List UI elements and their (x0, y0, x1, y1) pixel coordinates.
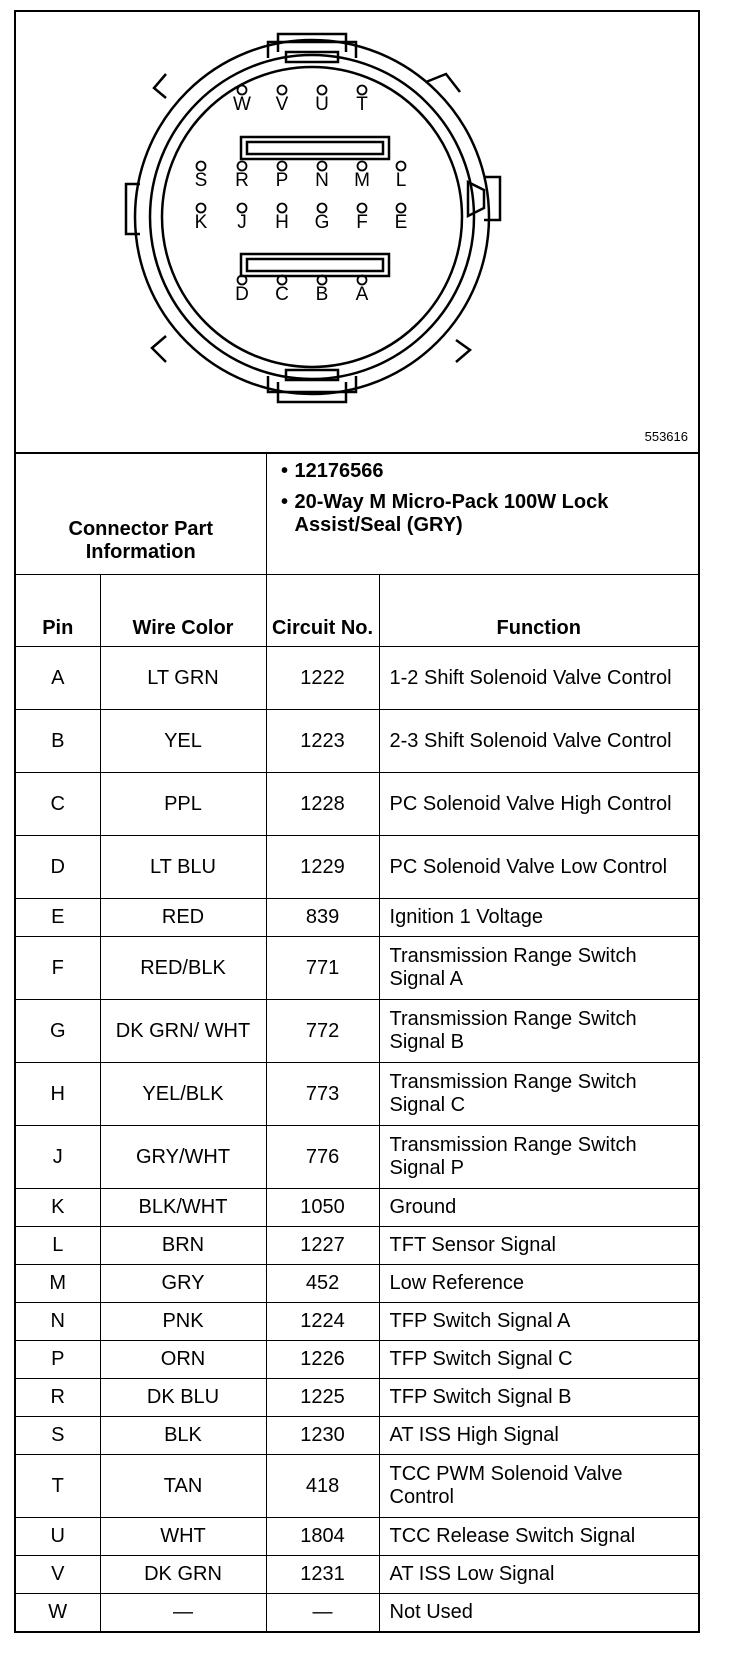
table-row (16, 1265, 698, 1303)
function-cell: Not Used (379, 1594, 698, 1632)
connector-sheet (14, 10, 700, 1633)
circuit-cell: 1229 (266, 836, 379, 899)
pin-cell: W (16, 1594, 100, 1632)
circuit-cell: 776 (266, 1126, 379, 1189)
connector-description: 20-Way M Micro-Pack 100W Lock Assist/Seal (GRY) (294, 491, 609, 536)
wire-color-cell: BLK/WHT (100, 1189, 266, 1227)
table-row (16, 647, 698, 710)
pin-cell: F (16, 937, 100, 1000)
table-row (16, 1556, 698, 1594)
circuit-cell: 1225 (266, 1379, 379, 1417)
function-cell: Transmission Range Switch Signal C (379, 1063, 698, 1126)
wire-color-cell: ORN (100, 1341, 266, 1379)
cavity-k-label: K (194, 212, 208, 233)
pin-cell: T (16, 1455, 100, 1518)
table-row (16, 710, 698, 773)
cavity-b-label: B (315, 284, 329, 305)
function-cell: TFT Sensor Signal (379, 1227, 698, 1265)
circuit-cell: 418 (266, 1455, 379, 1518)
pin-cell: H (16, 1063, 100, 1126)
pin-cell: B (16, 710, 100, 773)
wire-color-cell: GRY (100, 1265, 266, 1303)
cavity-j-label: J (237, 212, 247, 233)
function-cell: TFP Switch Signal B (379, 1379, 698, 1417)
circuit-cell: 1223 (266, 710, 379, 773)
wire-color-cell: DK BLU (100, 1379, 266, 1417)
cavity-v-label: V (275, 94, 289, 115)
wire-color-cell: TAN (100, 1455, 266, 1518)
function-cell: PC Solenoid Valve Low Control (379, 836, 698, 899)
wire-color-cell: LT BLU (100, 836, 266, 899)
function-cell: 1-2 Shift Solenoid Valve Control (379, 647, 698, 710)
cavity-g-label: G (314, 212, 330, 233)
cavity-u-label: U (315, 94, 329, 115)
cavity-n-label: N (315, 170, 329, 191)
pin-cell: U (16, 1518, 100, 1556)
pin-cell: D (16, 836, 100, 899)
table-row (16, 1227, 698, 1265)
wire-color-cell: LT GRN (100, 647, 266, 710)
wire-color-cell: PPL (100, 773, 266, 836)
connector-info-row (16, 454, 698, 575)
circuit-cell: 771 (266, 937, 379, 1000)
header-circuit-no: Circuit No. (266, 575, 379, 647)
circuit-cell: 1804 (266, 1518, 379, 1556)
figure-number: 553616 (644, 429, 688, 444)
cavity-c-label: C (275, 284, 289, 305)
cavity-s-label: S (194, 170, 208, 191)
header-wire-color: Wire Color (100, 575, 266, 647)
pin-cell: P (16, 1341, 100, 1379)
circuit-cell: 1231 (266, 1556, 379, 1594)
table-row (16, 1594, 698, 1632)
pin-cell: N (16, 1303, 100, 1341)
table-row (16, 1417, 698, 1455)
wire-color-cell: GRY/WHT (100, 1126, 266, 1189)
circuit-cell: 773 (266, 1063, 379, 1126)
cavity-h-label: H (275, 212, 289, 233)
table-row (16, 773, 698, 836)
function-cell: TFP Switch Signal C (379, 1341, 698, 1379)
cavity-f-label: F (356, 212, 368, 233)
function-cell: Low Reference (379, 1265, 698, 1303)
connector-part-number: 12176566 (294, 460, 384, 482)
table-row (16, 1126, 698, 1189)
cavity-t-label: T (356, 94, 368, 115)
cavity-p-label: P (275, 170, 289, 191)
table-row (16, 1303, 698, 1341)
wire-color-cell: BLK (100, 1417, 266, 1455)
wire-color-cell: PNK (100, 1303, 266, 1341)
cavity-l-label: L (395, 170, 407, 191)
wire-color-cell: RED (100, 899, 266, 937)
function-cell: AT ISS High Signal (379, 1417, 698, 1455)
circuit-cell: 1222 (266, 647, 379, 710)
pin-cell: V (16, 1556, 100, 1594)
circuit-cell: 452 (266, 1265, 379, 1303)
table-row (16, 1000, 698, 1063)
table-row (16, 1063, 698, 1126)
function-cell: TFP Switch Signal A (379, 1303, 698, 1341)
pin-cell: R (16, 1379, 100, 1417)
table-row (16, 1518, 698, 1556)
pin-cell: J (16, 1126, 100, 1189)
wire-color-cell: DK GRN/ WHT (100, 1000, 266, 1063)
pin-cell: L (16, 1227, 100, 1265)
cavity-e-label: E (394, 212, 408, 233)
wire-color-cell: WHT (100, 1518, 266, 1556)
table-row (16, 1379, 698, 1417)
wire-color-cell: — (100, 1594, 266, 1632)
cavity-w-label: W (233, 94, 251, 115)
pin-cell: E (16, 899, 100, 937)
header-pin: Pin (16, 575, 100, 647)
pin-cell: S (16, 1417, 100, 1455)
cavity-m-label: M (354, 170, 370, 191)
pin-cell: M (16, 1265, 100, 1303)
table-row (16, 937, 698, 1000)
wire-color-cell: DK GRN (100, 1556, 266, 1594)
table-header-row (16, 575, 698, 647)
circuit-cell: 1230 (266, 1417, 379, 1455)
circuit-cell: — (266, 1594, 379, 1632)
table-row (16, 1455, 698, 1518)
function-cell: AT ISS Low Signal (379, 1556, 698, 1594)
connector-info-detail: • 12176566 • 20-Way M Micro-Pack 100W Lock Assist/Seal (GRY) (266, 454, 698, 575)
cavity-r-label: R (235, 170, 249, 191)
wire-color-cell: YEL/BLK (100, 1063, 266, 1126)
function-cell: Ground (379, 1189, 698, 1227)
table-row (16, 899, 698, 937)
header-function: Function (379, 575, 698, 647)
function-cell: PC Solenoid Valve High Control (379, 773, 698, 836)
circuit-cell: 1224 (266, 1303, 379, 1341)
pin-cell: K (16, 1189, 100, 1227)
circuit-cell: 772 (266, 1000, 379, 1063)
function-cell: 2-3 Shift Solenoid Valve Control (379, 710, 698, 773)
wire-color-cell: BRN (100, 1227, 266, 1265)
function-cell: Ignition 1 Voltage (379, 899, 698, 937)
table-row (16, 1341, 698, 1379)
pin-cell: C (16, 773, 100, 836)
wire-color-cell: YEL (100, 710, 266, 773)
cavity-a-label: A (355, 284, 369, 305)
circuit-cell: 1226 (266, 1341, 379, 1379)
circuit-cell: 1228 (266, 773, 379, 836)
function-cell: Transmission Range Switch Signal B (379, 1000, 698, 1063)
function-cell: TCC PWM Solenoid Valve Control (379, 1455, 698, 1518)
function-cell: TCC Release Switch Signal (379, 1518, 698, 1556)
wire-color-cell: RED/BLK (100, 937, 266, 1000)
cavity-d-label: D (235, 284, 249, 305)
pin-cell: G (16, 1000, 100, 1063)
connector-face-diagram (16, 12, 698, 454)
circuit-cell: 1227 (266, 1227, 379, 1265)
circuit-cell: 839 (266, 899, 379, 937)
table-row (16, 836, 698, 899)
table-row (16, 1189, 698, 1227)
function-cell: Transmission Range Switch Signal P (379, 1126, 698, 1189)
pin-cell: A (16, 647, 100, 710)
function-cell: Transmission Range Switch Signal A (379, 937, 698, 1000)
connector-info-label: Connector Part Information (16, 454, 266, 575)
pinout-table (16, 454, 698, 1631)
circuit-cell: 1050 (266, 1189, 379, 1227)
connector-face-drawing (16, 12, 698, 452)
